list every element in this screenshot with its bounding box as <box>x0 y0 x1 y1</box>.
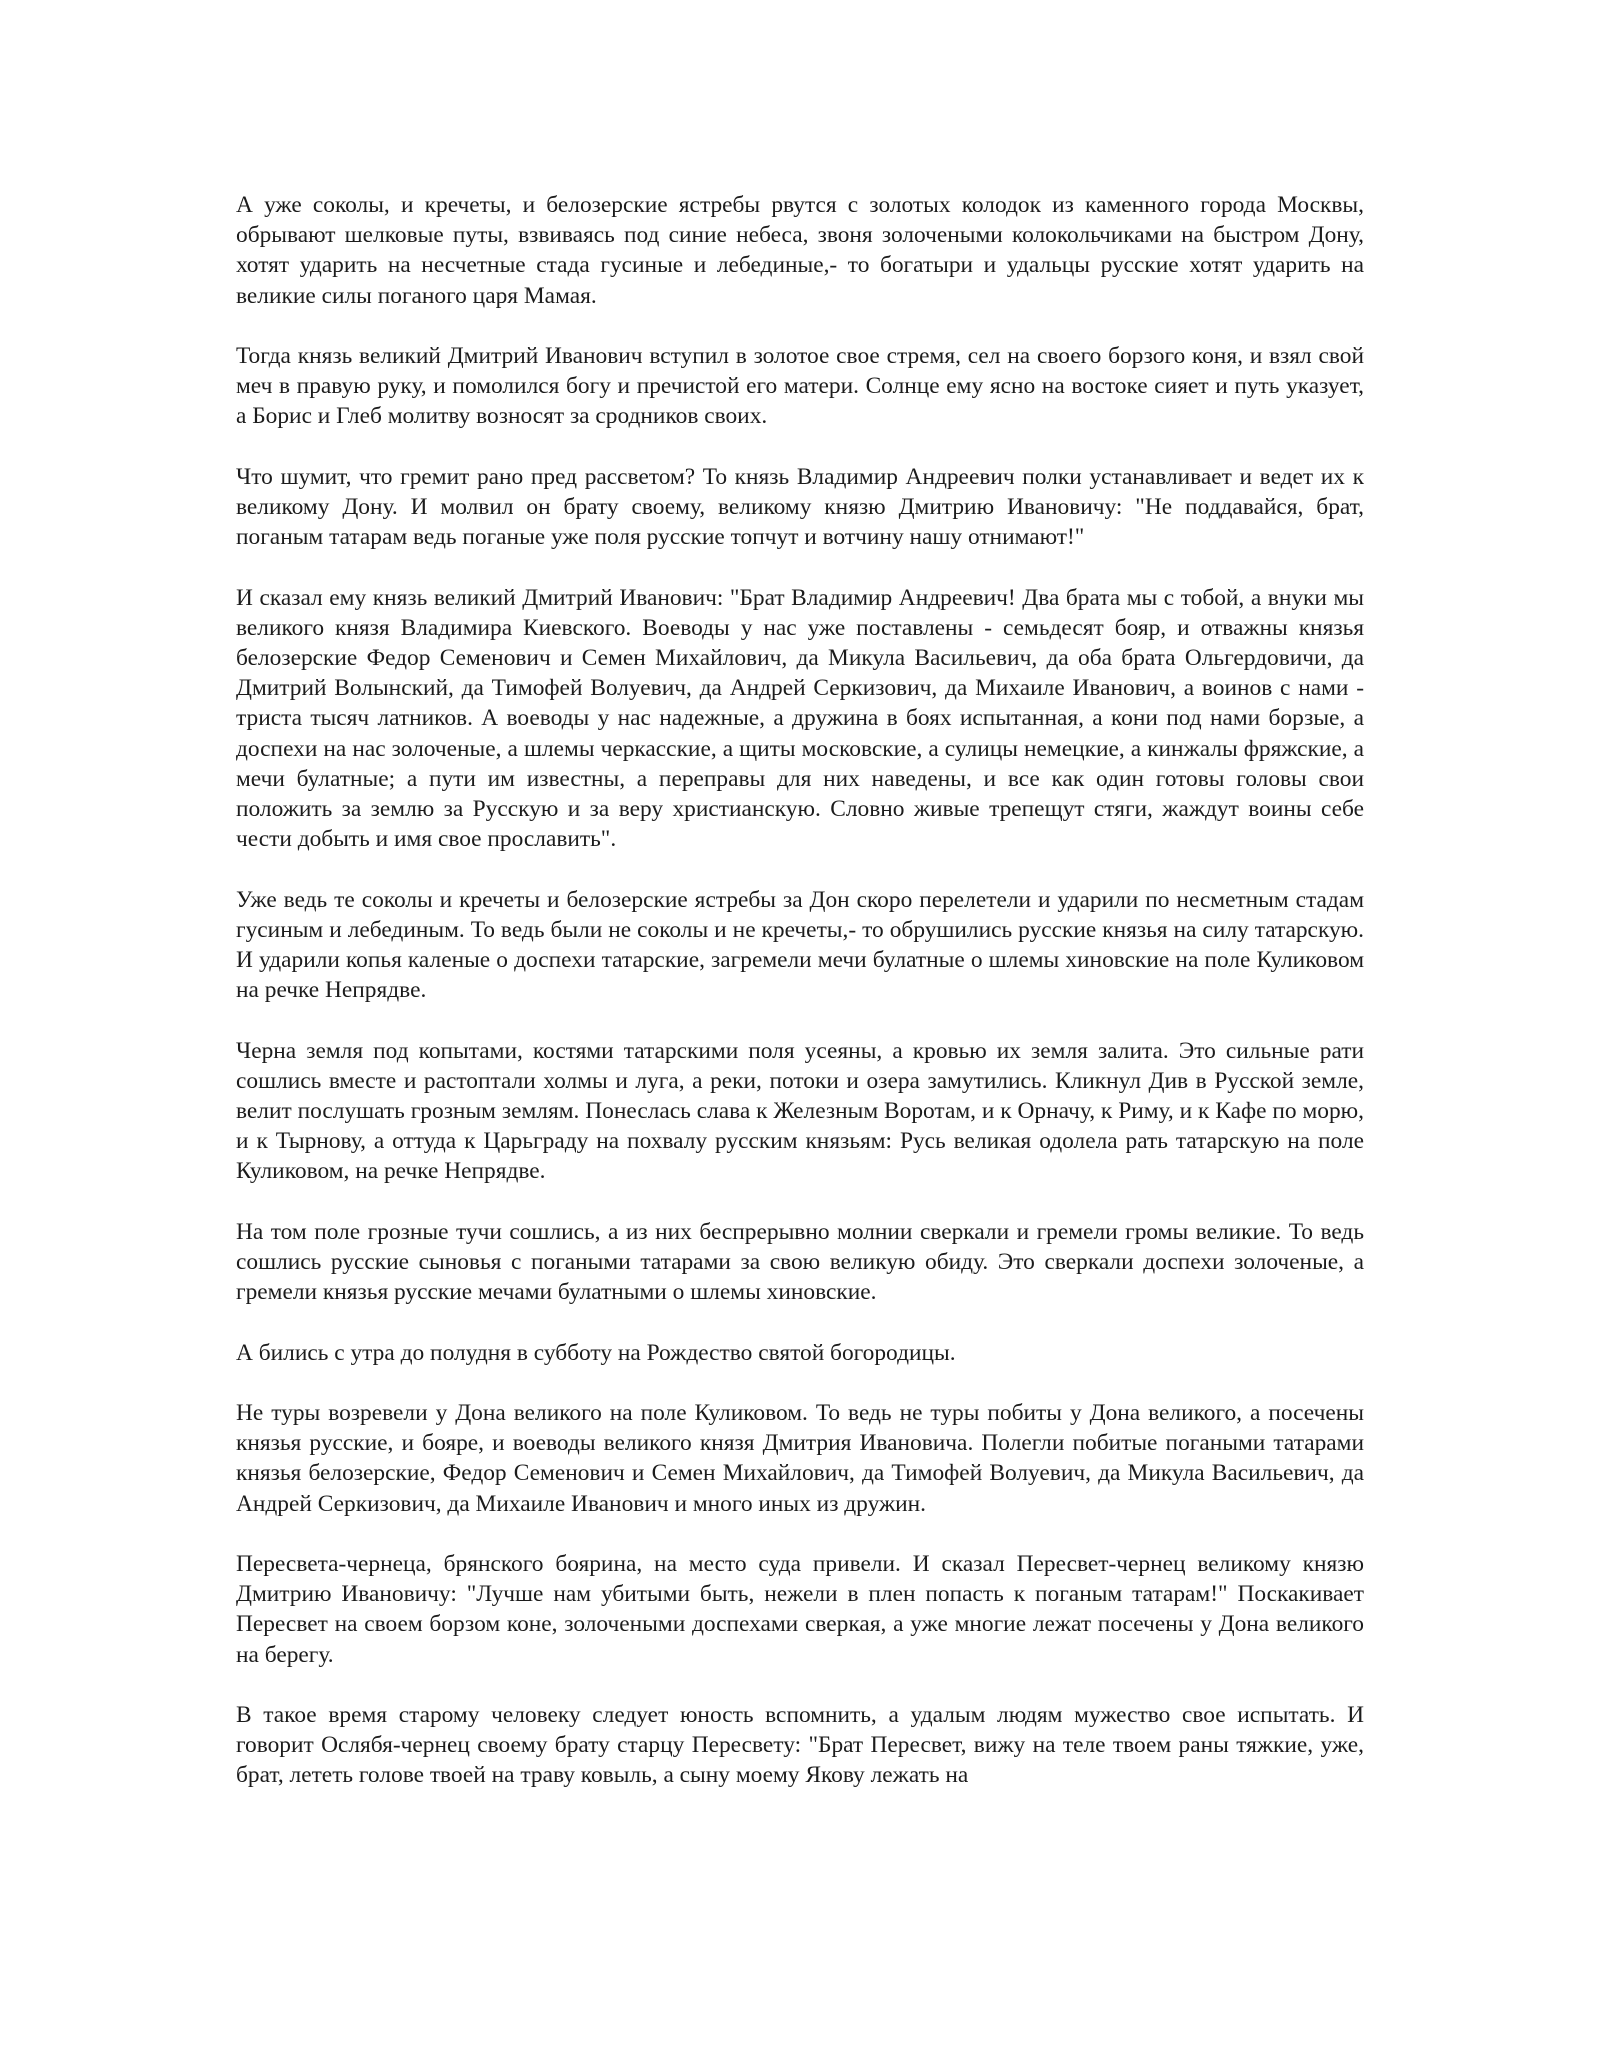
document-page <box>236 190 1364 1791</box>
paragraph-4: И сказал ему князь великий Дмитрий Иванович: "Брат Владимир Андреевич! Два брата мы с тобой, а внуки мы великого князя Владимира Киевского. Воеводы у нас уже поставлены - семьдесят бояр, и отважны князья белозерские Федор Семенович и Семен Михайлович, да Микула Васильевич, да оба брата Ольгердовичи, да Дмитрий Волынский, да Тимофей Волуевич, да Андрей Серкизович, да Михаиле Иванович, а воинов с нами - триста тысяч латников. А воеводы у нас надежные, а дружина в боях испытанная, а кони под нами борзые, а доспехи на нас золоченые, а шлемы черкасские, а щиты московские, а сулицы немецкие, а кинжалы фряжские, а мечи булатные; а пути им известны, а переправы для них наведены, и все как один готовы головы свои положить за землю за Русскую и за веру христианскую. Словно живые трепещут стяги, жаждут воины себе чести добыть и имя свое прославить". <box>236 584 1364 853</box>
paragraph-9: Не туры возревели у Дона великого на поле Куликовом. То ведь не туры побиты у Дона великого, а посечены князья русские, и бояре, и воеводы великого князя Дмитрия Ивановича. Полегли побитые погаными татарами князья белозерские, Федор Семенович и Семен Михайлович, да Тимофей Волуевич, да Микула Васильевич, да Андрей Серкизович, да Михаиле Иванович и много иных из дружин. <box>236 1400 1364 1517</box>
paragraph-3: Что шумит, что гремит рано пред рассветом? То князь Владимир Андреевич полки устанавливает и ведет их к великому Дону. И молвил он брату своему, великому князю Дмитрию Ивановичу: "Не поддавайся, брат, поганым татарам ведь поганые уже поля русские топчут и вотчину нашу отнимают!" <box>236 463 1364 551</box>
paragraph-1: А уже соколы, и кречеты, и белозерские ястребы рвутся с золотых колодок из каменного города Москвы, обрывают шелковые путы, взвиваясь под синие небеса, звоня золочеными колокольчиками на быстром Дону, хотят ударить на несчетные стада гусиные и лебединые,- то богатыри и удальцы русские хотят ударить на великие силы поганого царя Мамая. <box>236 192 1364 309</box>
paragraph-7: На том поле грозные тучи сошлись, а из них беспрерывно молнии сверкали и гремели громы великие. То ведь сошлись русские сыновья с погаными татарами за свою великую обиду. Это сверкали доспехи золоченые, а гремели князья русские мечами булатными о шлемы хиновские. <box>236 1218 1364 1306</box>
paragraph-8: А бились с утра до полудня в субботу на Рождество святой богородицы. <box>236 1339 956 1366</box>
paragraph-6: Черна земля под копытами, костями татарскими поля усеяны, а кровью их земля залита. Это сильные рати сошлись вместе и растоптали холмы и луга, а реки, потоки и озера замутились. Кликнул Див в Русской земле, велит послушать грозным землям. Понеслась слава к Железным Воротам, и к Орначу, к Риму, и к Кафе по морю, и к Тырнову, а оттуда к Царьграду на похвалу русским князьям: Русь великая одолела рать татарскую на поле Куликовом, на речке Непрядве. <box>236 1037 1364 1185</box>
paragraph-2: Тогда князь великий Дмитрий Иванович вступил в золотое свое стремя, сел на своего борзого коня, и взял свой меч в правую руку, и помолился богу и пречистой его матери. Солнце ему ясно на востоке сияет и путь указует, а Борис и Глеб молитву возносят за сродников своих. <box>236 343 1364 430</box>
paragraph-10: Пересвета-чернеца, брянского боярина, на место суда привели. И сказал Пересвет-чернец великому князю Дмитрию Ивановичу: "Лучше нам убитыми быть, нежели в плен попасть к поганым татарам!" Поскакивает Пересвет на своем борзом коне, золочеными доспехами сверкая, а уже многие лежат посечены у Дона великого на берегу. <box>236 1551 1364 1668</box>
paragraph-5: Уже ведь те соколы и кречеты и белозерские ястребы за Дон скоро перелетели и ударили по несметным стадам гусиным и лебединым. То ведь были не соколы и не кречеты,- то обрушились русские князья на силу татарскую. И ударили копья каленые о доспехи татарские, загремели мечи булатные о шлемы хиновские на поле Куликовом на речке Непрядве. <box>236 886 1364 1004</box>
paragraph-11: В такое время старому человеку следует юность вспомнить, а удалым людям мужество свое испытать. И говорит Ослябя-чернец своему брату старцу Пересвету: "Брат Пересвет, вижу на теле твоем раны тяжкие, уже, брат, лететь голове твоей на траву ковыль, а сыну моему Якову лежать на <box>236 1702 1364 1789</box>
